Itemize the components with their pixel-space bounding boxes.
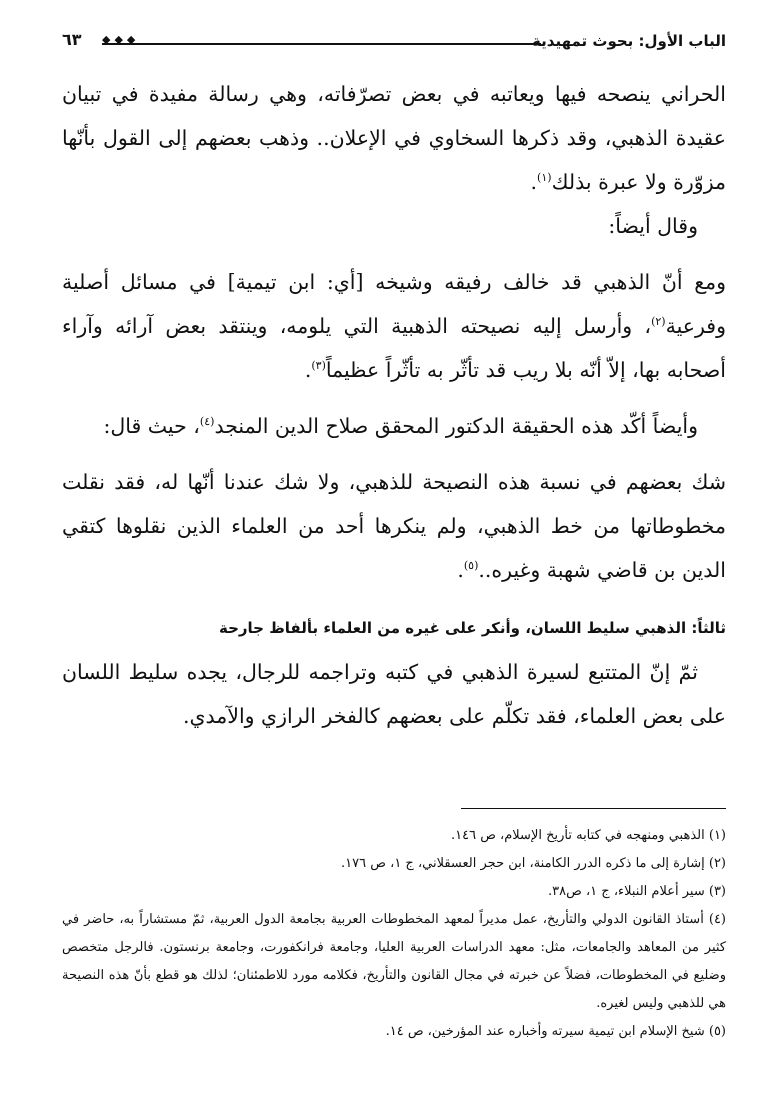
footnote-ref-3: (٣): [311, 359, 326, 373]
main-text: [62, 72, 726, 738]
paragraph-1: الحراني ينصحه فيها ويعاتبه في بعض تصرّفاته، وهي رسالة مفيدة في تبيان عقيدة الذهبي، وقد ذكرها السخاوي في الإعلان.. وذهب بعضهم إلى القول بأنّها مزوّرة ولا عبرة بذلك$^{(١)}$.: [62, 82, 726, 194]
footnote-1: (١) الذهبي ومنهجه في كتابه تأريخ الإسلام، ص ١٤٦.: [450, 828, 726, 843]
page-number: ٦٣: [62, 30, 82, 49]
paragraph-4: وأيضاً أكّد هذه الحقيقة الدكتور المحقق صلاح الدين المنجد$^{(٤)}$، حيث قال:: [103, 414, 698, 438]
footnote-ref-4: (٤): [199, 415, 215, 429]
running-title: الباب الأول: بحوث تمهيدية: [532, 32, 726, 50]
paragraph-5-quote: شك بعضهم في نسبة هذه النصيحة للذهبي، ولا شك عندنا أنّها له، فقد نقلت مخطوطاتها من خط الذهبي، ولم ينكرها أحد من العلماء الذين نقلوها كتقي الدين بن قاضي شهبة وغيره..$^{(٥)}$.: [62, 470, 726, 582]
footnote-5: (٥) شيخ الإسلام ابن تيمية سيرته وأخباره عند المؤرخين، ص ١٤.: [385, 1024, 726, 1039]
footnote-ref-2: (٢): [651, 315, 666, 329]
section-heading: ثالثاً: الذهبي سليط اللسان، وأنكر على غيره من العلماء بألفاظ جارحة: [218, 619, 726, 637]
paragraph-2: وقال أيضاً:: [608, 214, 698, 238]
footnote-2: (٢) إشارة إلى ما ذكره الدرر الكامنة، ابن حجر العسقلاني، ج ١، ص ١٧٦.: [341, 856, 726, 871]
footnote-ref-1: (١): [537, 171, 552, 185]
footnote-3: (٣) سير أعلام النبلاء، ج ١، ص٣٨.: [548, 884, 726, 899]
header-rule: [182, 43, 541, 45]
footnote-ref-5: (٥): [463, 559, 479, 573]
page-header: [62, 30, 726, 60]
diamond-ornament-icon: ◆◆◆: [102, 33, 140, 46]
footnotes: [62, 822, 726, 1046]
paragraph-6: ثمّ إنّ المتتبع لسيرة الذهبي في كتبه وتراجمه للرجال، يجده سليط اللسان على بعض العلماء، فقد تكلّم على بعضهم كالفخر الرازي والآمدي.: [62, 660, 726, 728]
footnote-rule: [461, 808, 726, 809]
footnote-4: (٤) أستاذ القانون الدولي والتأريخ، عمل مديراً لمعهد المخطوطات العربية بجامعة الدول العربية، ثمّ مستشاراً به، حاضر في كثير من المعاهد والجامعات، مثل: معهد الدراسات العربية العليا، وجامعة فرانكفورت، وجامعة برنستون. فالرجل متخصص وضليع في المخطوطات، فضلاً عن خبرته في مجال القانون والتأريخ، فكلامه مورد للاطمئنان؛ لذلك هو قطع بأنّ هذه النصيحة هي للذهبي وليس لغيره.: [62, 912, 726, 1011]
paragraph-3: ومع أنّ الذهبي قد خالف رفيقه وشيخه [أي: ابن تيمية] في مسائل أصلية وفرعية$^{(٢)}$، وأرسل إليه نصيحته الذهبية التي يلومه، وينتقد بعض آرائه وآراء أصحابه بها، إلاّ أنّه بلا ريب قد تأثّر به تأثّراً عظيماً$^{(٣)}$.: [62, 270, 726, 382]
